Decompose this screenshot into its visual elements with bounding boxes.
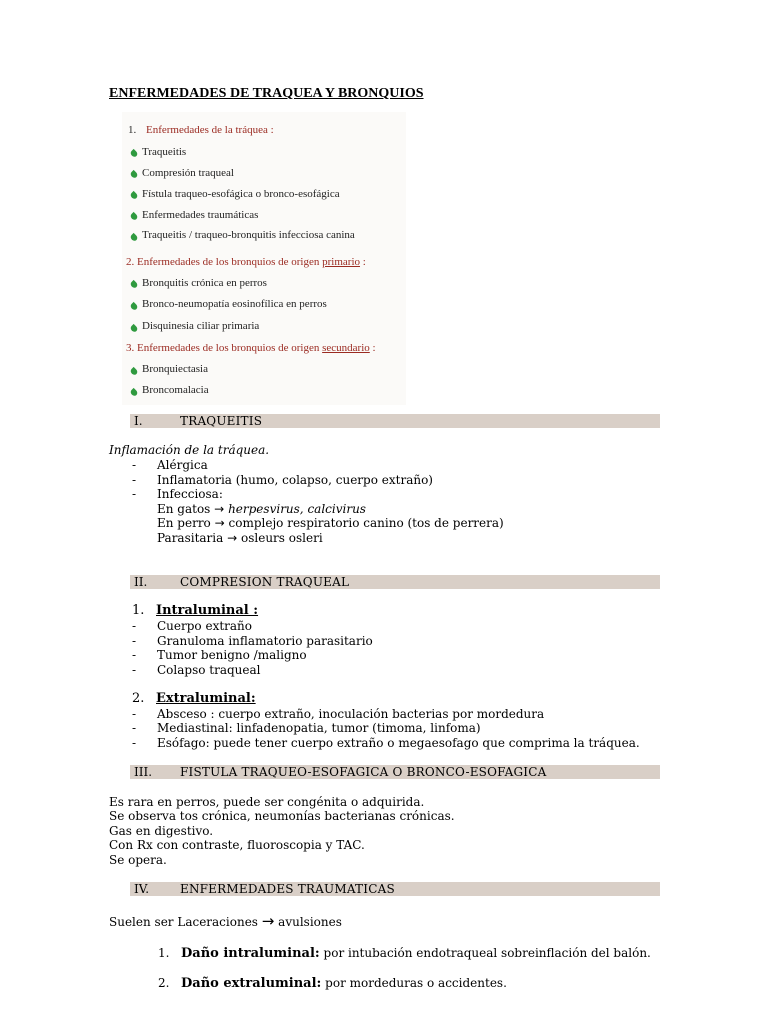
dash: - [132,707,137,721]
index-item: Traqueitis / traqueo-bronquitis infecciosa canina [142,229,355,241]
leaf-bullet-icon [129,324,138,333]
list-item: Tumor benigno /maligno [157,648,307,662]
index-heading-1: Enfermedades de la tráquea : [146,124,274,136]
paragraph-line: Es rara en perros, puede ser congénita o adquirida. [109,795,425,809]
arrow-right-icon: → [214,502,225,516]
section-header-traumaticas [130,882,660,896]
leaf-bullet-icon [129,302,138,311]
dash: - [132,736,137,750]
leaf-bullet-icon [129,388,138,397]
list-item: Colapso traqueal [157,663,261,677]
dash: - [132,487,137,501]
section-header-traqueitis [130,414,660,428]
traqueitis-intro: Inflamación de la tráquea. [109,443,270,457]
leaf-bullet-icon [129,212,138,221]
dash: - [132,648,137,662]
list-item: Mediastinal: linfadenopatia, tumor (timoma, linfoma) [157,721,481,735]
leaf-bullet-icon [129,191,138,200]
arrow-right-icon: → [261,912,275,930]
index-heading-3: 3. Enfermedades de los bronquios de origen secundario : [126,342,376,354]
traumaticas-intro: Suelen ser Laceraciones → avulsiones [109,912,342,930]
paragraph-line: Gas en digestivo. [109,824,214,838]
dash: - [132,619,137,633]
arrow-right-icon: → [214,516,225,530]
dash: - [132,721,137,735]
list-item-perro: En perro → complejo respiratorio canino (tos de perrera) [157,516,504,530]
paragraph-line: Se observa tos crónica, neumonías bacterianas crónicas. [109,809,455,823]
index-item: Enfermedades traumáticas [142,209,259,221]
leaf-bullet-icon [129,367,138,376]
dash: - [132,663,137,677]
index-item: Traqueitis [142,146,187,158]
list-item: Esófago: puede tener cuerpo extraño o megaesofago que comprima la tráquea. [157,736,640,750]
list-item-gatos: En gatos → herpesvirus, calcivirus [157,502,366,516]
index-heading-2: 2. Enfermedades de los bronquios de origen primario : [126,256,366,268]
index-item: Bronquitis crónica en perros [142,277,267,289]
section-header-compresion [130,575,660,589]
numbered-item-number: 2. [158,976,170,990]
section-title: COMPRESION TRAQUEAL [180,575,350,589]
index-item: Bronquiectasia [142,363,208,375]
index-item: Broncomalacia [142,384,209,396]
paragraph-line: Con Rx con contraste, fluoroscopia y TAC. [109,838,365,852]
section-number: IV. [134,882,150,896]
index-item: Compresión traqueal [142,167,234,179]
section-title: FISTULA TRAQUEO-ESOFAGICA O BRONCO-ESOFAGICA [180,765,547,779]
numbered-item: Daño extraluminal: por mordeduras o accidentes. [181,976,507,991]
paragraph-line: Se opera. [109,853,167,867]
list-item: Inflamatoria (humo, colapso, cuerpo extraño) [157,473,433,487]
subheading-number: 2. [132,691,145,706]
index-heading-1-number: 1. [128,124,137,136]
section-number: I. [134,414,143,428]
section-number: III. [134,765,153,779]
subheading-intraluminal: Intraluminal : [156,603,259,618]
arrow-right-icon: → [227,531,238,545]
index-item: Disquinesia ciliar primaria [142,320,260,332]
leaf-bullet-icon [129,233,138,242]
list-item: Absceso : cuerpo extraño, inoculación bacterias por mordedura [157,707,545,721]
leaf-bullet-icon [129,170,138,179]
numbered-item: Daño intraluminal: por intubación endotraqueal sobreinflación del balón. [181,946,651,961]
list-item: Cuerpo extraño [157,619,253,633]
section-title: TRAQUEITIS [180,414,263,428]
leaf-bullet-icon [129,149,138,158]
numbered-item-number: 1. [158,946,170,960]
subheading-extraluminal: Extraluminal: [156,691,256,706]
section-title: ENFERMEDADES TRAUMATICAS [180,882,395,896]
list-item: Alérgica [157,458,208,472]
list-item-parasitaria: Parasitaria → osleurs osleri [157,531,323,545]
index-item: Fístula traqueo-esofágica o bronco-esofágica [142,188,340,200]
dash: - [132,634,137,648]
document-title: ENFERMEDADES DE TRAQUEA Y BRONQUIOS [109,86,424,101]
list-item: Granuloma inflamatorio parasitario [157,634,373,648]
section-number: II. [134,575,148,589]
index-item: Bronco-neumopatía eosinofílica en perros [142,298,327,310]
leaf-bullet-icon [129,280,138,289]
dash: - [132,473,137,487]
list-item: Infecciosa: [157,487,223,501]
index-image [122,112,406,405]
subheading-number: 1. [132,603,145,618]
dash: - [132,458,137,472]
section-header-fistula [130,765,660,779]
